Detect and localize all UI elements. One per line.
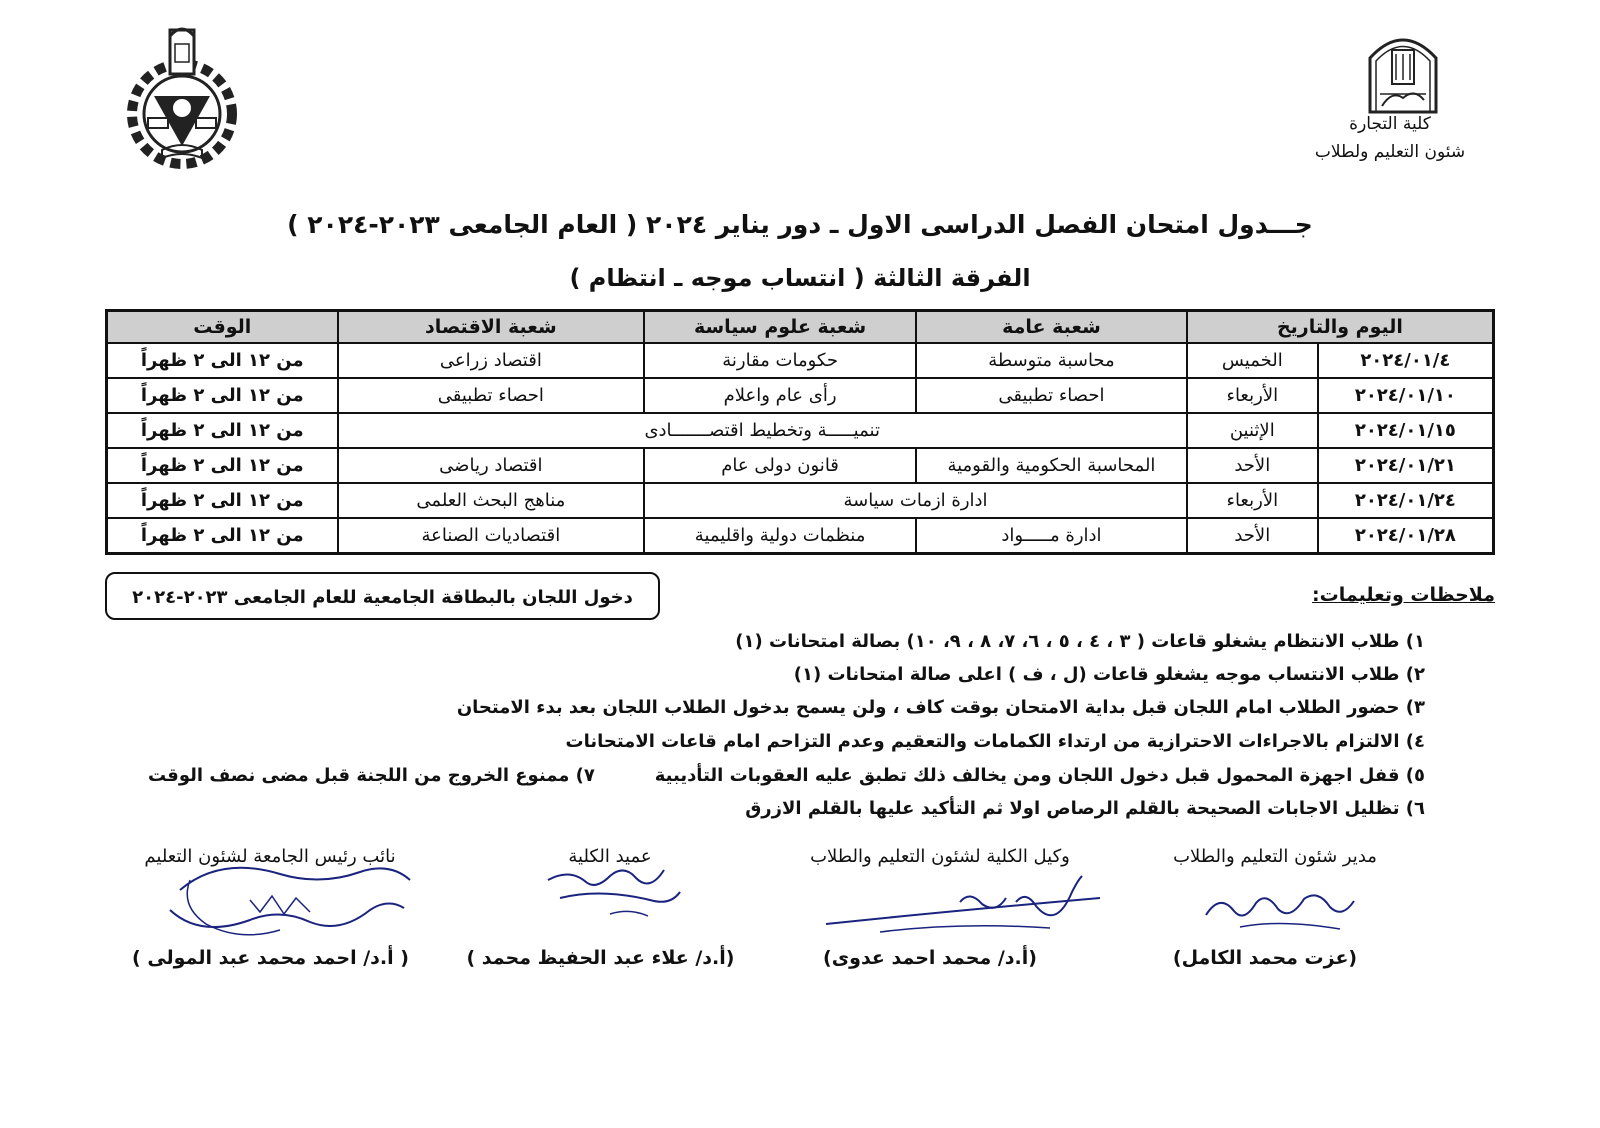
cell-day: الخميس xyxy=(1187,343,1318,378)
header-general: شعبة عامة xyxy=(916,311,1187,344)
cell-time: من ١٢ الى ٢ ظهراً xyxy=(107,518,338,554)
schedule-subtitle: الفرقة الثالثة ( انتساب موجه ـ انتظام ) xyxy=(569,264,1031,292)
note-item: ٧) ممنوع الخروج من اللجنة قبل مضى نصف الوقت xyxy=(148,765,595,786)
cell-day: الأربعاء xyxy=(1187,378,1318,413)
cell-date: ٢٠٢٤/٠١/١٠ xyxy=(1318,378,1494,413)
note-item: ٢) طلاب الانتساب موجه يشغلو قاعات (ل ، ف ) اعلى صالة امتحانات (١) xyxy=(793,664,1425,685)
cell-economics: اقتصاديات الصناعة xyxy=(338,518,645,554)
signature-title: وكيل الكلية لشئون التعليم والطلاب xyxy=(810,846,1070,867)
cell-general: احصاء تطبيقى xyxy=(916,378,1187,413)
signature-title: عميد الكلية xyxy=(568,846,652,867)
header-economics: شعبة الاقتصاد xyxy=(338,311,645,344)
cell-political: منظمات دولية واقليمية xyxy=(644,518,916,554)
schedule-title: جـــدول امتحان الفصل الدراسى الاول ـ دور يناير ٢٠٢٤ ( العام الجامعى ٢٠٢٣-٢٠٢٤ ) xyxy=(287,210,1313,239)
cell-date: ٢٠٢٤/٠١/٢١ xyxy=(1318,448,1494,483)
faculty-emblem-icon xyxy=(120,22,250,172)
table-row xyxy=(107,343,1494,378)
signature-scribble-icon xyxy=(540,858,690,928)
notes-heading: ملاحظات وتعليمات: xyxy=(1312,584,1495,606)
signature-name: (عزت محمد الكامل) xyxy=(1172,947,1358,969)
cell-political: قانون دولى عام xyxy=(644,448,916,483)
signature-name: (أ.د/ محمد احمد عدوى) xyxy=(823,947,1037,969)
cell-date: ٢٠٢٤/٠١/٢٤ xyxy=(1318,483,1494,518)
table-row xyxy=(107,518,1494,554)
department-name: شئون التعليم ولطلاب xyxy=(1314,142,1466,162)
note-item: ٤) الالتزام بالاجراءات الاحترازية من ارتداء الكمامات والتعقيم وعدم التزاحم امام قاعات الامتحانات xyxy=(565,731,1425,752)
faculty-name: كلية التجارة xyxy=(1349,114,1431,134)
table-row xyxy=(107,448,1494,483)
cell-economics: اقتصاد زراعى xyxy=(338,343,645,378)
cell-date: ٢٠٢٤/٠١/٤ xyxy=(1318,343,1494,378)
cell-day: الأحد xyxy=(1187,518,1318,554)
entry-notice-box: دخول اللجان بالبطاقة الجامعية للعام الجامعى ٢٠٢٣-٢٠٢٤ xyxy=(105,572,660,620)
cell-time: من ١٢ الى ٢ ظهراً xyxy=(107,448,338,483)
cell-date: ٢٠٢٤/٠١/٢٨ xyxy=(1318,518,1494,554)
cell-political: حكومات مقارنة xyxy=(644,343,916,378)
cell-day: الإثنين xyxy=(1187,413,1318,448)
cell-general: محاسبة متوسطة xyxy=(916,343,1187,378)
signature-name: ( أ.د/ احمد محمد عبد المولى ) xyxy=(132,947,409,969)
cell-time: من ١٢ الى ٢ ظهراً xyxy=(107,343,338,378)
table-row xyxy=(107,378,1494,413)
cell-time: من ١٢ الى ٢ ظهراً xyxy=(107,413,338,448)
cell-day: الأحد xyxy=(1187,448,1318,483)
cell-economics: مناهج البحث العلمى xyxy=(338,483,645,518)
cell-time: من ١٢ الى ٢ ظهراً xyxy=(107,378,338,413)
signature-scribble-icon xyxy=(160,850,420,945)
header-day-date: اليوم والتاريخ xyxy=(1187,311,1494,344)
note-item: ٥) قفل اجهزة المحمول قبل دخول اللجان ومن يخالف ذلك تطبق عليه العقوبات التأديبية xyxy=(654,765,1425,786)
header-political: شعبة علوم سياسة xyxy=(644,311,916,344)
cell-merged-subject: ادارة ازمات سياسة xyxy=(644,483,1187,518)
cell-general: المحاسبة الحكومية والقومية xyxy=(916,448,1187,483)
cell-economics: اقتصاد رياضى xyxy=(338,448,645,483)
cell-day: الأربعاء xyxy=(1187,483,1318,518)
signature-name: (أ.د/ علاء عبد الحفيظ محمد ) xyxy=(466,947,735,969)
cell-time: من ١٢ الى ٢ ظهراً xyxy=(107,483,338,518)
note-item: ٦) تظليل الاجابات الصحيحة بالقلم الرصاص اولا ثم التأكيد عليها بالقلم الازرق xyxy=(745,798,1425,819)
signature-title: نائب رئيس الجامعة لشئون التعليم xyxy=(144,846,396,867)
signature-title: مدير شئون التعليم والطلاب xyxy=(1173,846,1377,867)
cell-date: ٢٠٢٤/٠١/١٥ xyxy=(1318,413,1494,448)
cell-political: رأى عام واعلام xyxy=(644,378,916,413)
cell-general: ادارة مـــــواد xyxy=(916,518,1187,554)
note-item: ١) طلاب الانتظام يشغلو قاعات ( ٣ ، ٤ ، ٥ ، ٦، ٧، ٨ ، ٩، ١٠) بصالة امتحانات (١) xyxy=(735,631,1425,652)
note-item: ٣) حضور الطلاب امام اللجان قبل بداية الامتحان بوقت كاف ، ولن يسمح بدخول الطلاب اللجان بعد بدء الامتحان xyxy=(456,697,1425,718)
table-row xyxy=(107,483,1494,518)
table-row xyxy=(107,413,1494,448)
cell-economics: احصاء تطبيقى xyxy=(338,378,645,413)
table-header-row xyxy=(107,311,1494,344)
signature-scribble-icon xyxy=(820,872,1110,942)
signature-scribble-icon xyxy=(1200,885,1360,935)
exam-schedule-table xyxy=(105,309,1495,555)
cell-merged-subject: تنميـــــة وتخطيط اقتصـــــــادى xyxy=(338,413,1187,448)
header-time: الوقت xyxy=(107,311,338,344)
university-logo-icon xyxy=(1362,28,1444,114)
